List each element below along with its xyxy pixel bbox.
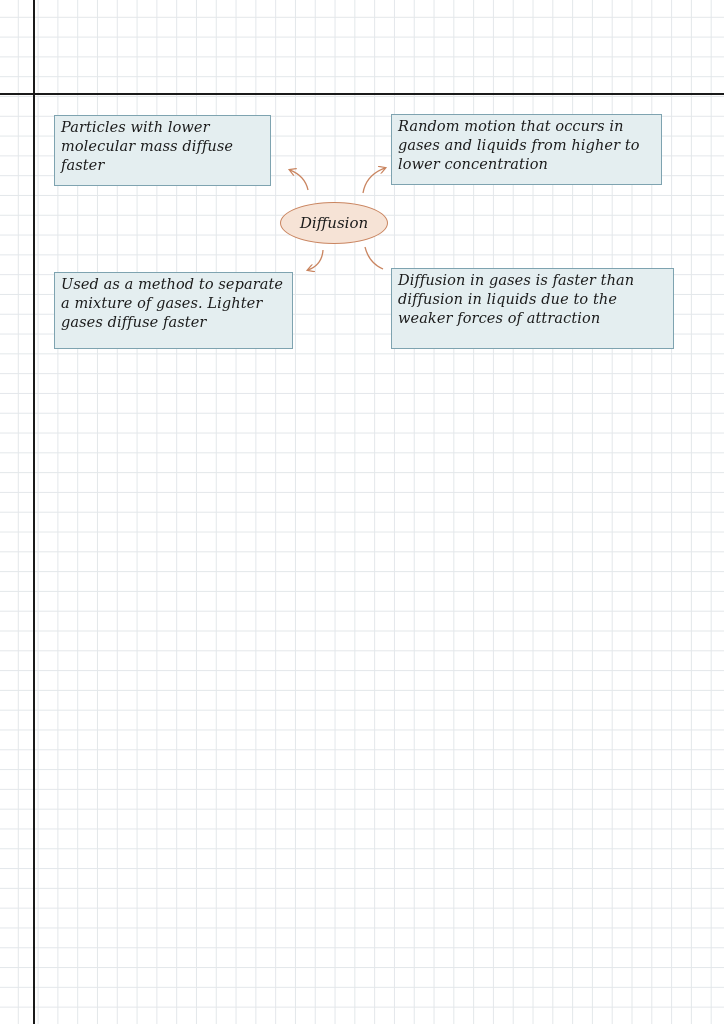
- note-box-top-right: Random motion that occurs in gases and liquids from higher to lower concentration: [391, 114, 662, 185]
- note-box-top-left: Particles with lower molecular mass diffuse faster: [54, 115, 271, 186]
- connector-top-right: [363, 168, 385, 193]
- note-box-bottom-left: Used as a method to separate a mixture of gases. Lighter gases diffuse faster: [54, 272, 293, 349]
- page-margin-vertical-line: [33, 0, 35, 1024]
- center-topic-label: Diffusion: [299, 214, 369, 232]
- page-margin-horizontal-line: [0, 93, 724, 95]
- connector-bottom-right: [365, 247, 383, 269]
- note-box-bottom-right: Diffusion in gases is faster than diffusion in liquids due to the weaker forces of attraction: [391, 268, 674, 349]
- connector-top-left: [290, 170, 308, 190]
- center-topic-node: [280, 202, 388, 244]
- connector-bottom-left: [308, 250, 323, 270]
